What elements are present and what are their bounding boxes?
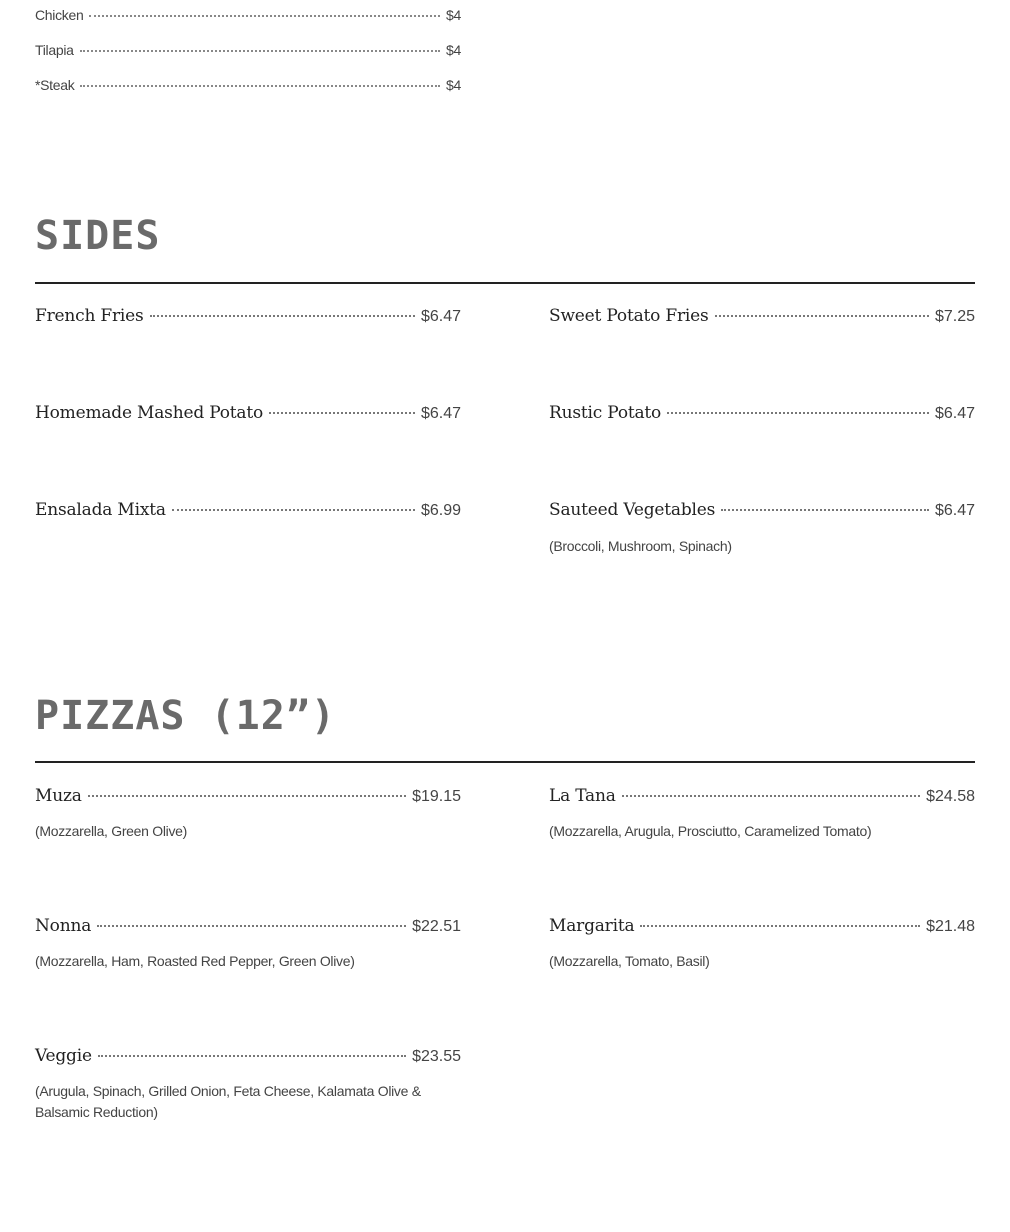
- dot-leader: [172, 509, 415, 511]
- dot-leader: [80, 50, 440, 52]
- menu-item-name: Margarita: [549, 916, 635, 936]
- menu-item-steak: [35, 77, 461, 93]
- menu-item-price: $23.55: [412, 1048, 461, 1065]
- menu-item-price: $6.47: [934, 502, 975, 519]
- menu-item-price: $6.99: [420, 502, 461, 519]
- menu-item-description: (Broccoli, Mushroom, Spinach): [549, 538, 732, 554]
- dot-leader: [622, 795, 920, 797]
- menu-item-name: Muza: [35, 786, 82, 806]
- dot-leader: [89, 15, 440, 17]
- menu-item-name: *Steak: [35, 77, 75, 93]
- menu-item-sweet-potato-fries: [549, 306, 975, 326]
- menu-item-description: (Mozzarella, Tomato, Basil): [549, 953, 710, 969]
- dot-leader: [80, 85, 440, 87]
- menu-item-french-fries: [35, 306, 461, 326]
- menu-item-price: $6.47: [420, 405, 461, 422]
- section-title-sides: SIDES: [35, 213, 161, 259]
- section-divider: [35, 761, 975, 763]
- menu-item-sauteed-vegetables: [549, 500, 975, 520]
- menu-item-price: $21.48: [926, 918, 975, 935]
- menu-item-description: (Mozzarella, Green Olive): [35, 823, 187, 839]
- dot-leader: [667, 412, 929, 414]
- dot-leader: [640, 925, 920, 927]
- menu-item-price: $22.51: [412, 918, 461, 935]
- menu-item-name: Ensalada Mixta: [35, 500, 166, 520]
- menu-item-name: Nonna: [35, 916, 92, 936]
- menu-item-name: La Tana: [549, 786, 616, 806]
- menu-item-name: Veggie: [35, 1046, 92, 1066]
- menu-item-description: (Arugula, Spinach, Grilled Onion, Feta Cheese, Kalamata Olive & Balsamic Reduction): [35, 1083, 421, 1120]
- dot-leader: [269, 412, 415, 414]
- menu-item-price: $4: [446, 7, 461, 23]
- menu-item-nonna: [35, 916, 461, 936]
- menu-item-name: Tilapia: [35, 42, 74, 58]
- menu-item-name: French Fries: [35, 306, 144, 326]
- menu-item-price: $19.15: [412, 788, 461, 805]
- menu-item-name: Sauteed Vegetables: [549, 500, 716, 520]
- dot-leader: [715, 315, 929, 317]
- dot-leader: [721, 509, 929, 511]
- menu-item-rustic-potato: [549, 403, 975, 423]
- dot-leader: [150, 315, 415, 317]
- menu-item-muza: [35, 786, 461, 806]
- menu-item-name: Sweet Potato Fries: [549, 306, 709, 326]
- dot-leader: [97, 925, 406, 927]
- section-divider: [35, 282, 975, 284]
- menu-item-price: $4: [446, 42, 461, 58]
- menu-item-description: (Mozzarella, Arugula, Prosciutto, Caramelized Tomato): [549, 823, 872, 839]
- menu-item-margarita: [549, 916, 975, 936]
- menu-item-price: $4: [446, 77, 461, 93]
- menu-item-description: (Mozzarella, Ham, Roasted Red Pepper, Green Olive): [35, 953, 355, 969]
- menu-item-tilapia: [35, 42, 461, 58]
- menu-item-mashed-potato: [35, 403, 461, 423]
- menu-item-price: $6.47: [934, 405, 975, 422]
- menu-item-price: $7.25: [934, 308, 975, 325]
- menu-item-name: Homemade Mashed Potato: [35, 403, 264, 423]
- menu-item-la-tana: [549, 786, 975, 806]
- menu-item-ensalada-mixta: [35, 500, 461, 520]
- menu-item-name: Chicken: [35, 7, 84, 23]
- menu-item-price: $6.47: [420, 308, 461, 325]
- menu-item-veggie: [35, 1046, 461, 1066]
- section-title-pizzas: PIZZAS (12”): [35, 693, 336, 739]
- menu-item-price: $24.58: [926, 788, 975, 805]
- dot-leader: [98, 1055, 406, 1057]
- dot-leader: [88, 795, 406, 797]
- menu-item-chicken: [35, 7, 461, 23]
- menu-item-name: Rustic Potato: [549, 403, 662, 423]
